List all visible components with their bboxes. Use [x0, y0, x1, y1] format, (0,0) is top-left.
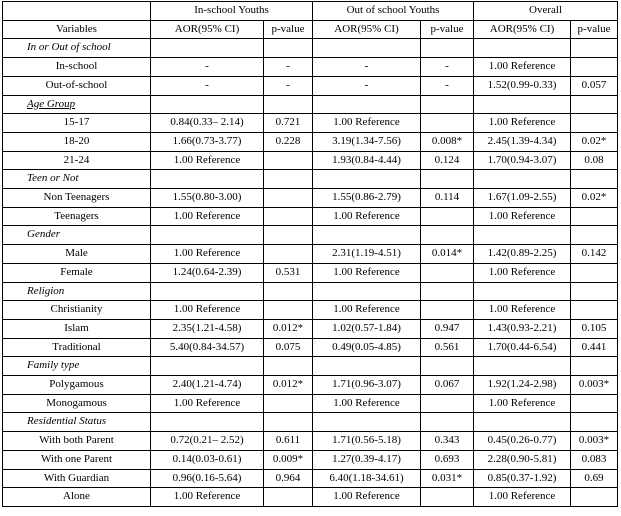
section-row: [3, 413, 618, 432]
table-cell: -: [264, 58, 313, 77]
col-p-overall: p-value: [571, 20, 618, 39]
empty-cell: [474, 39, 571, 58]
table-cell: 0.012*: [264, 319, 313, 338]
table-row: [3, 319, 618, 338]
empty-cell: [421, 95, 474, 114]
variable-label: 21-24: [3, 151, 151, 170]
table-cell: 0.228: [264, 132, 313, 151]
variable-label: Traditional: [3, 338, 151, 357]
table-cell: [571, 58, 618, 77]
col-p-in: p-value: [264, 20, 313, 39]
table-cell: 0.012*: [264, 376, 313, 395]
section-row: [3, 95, 618, 114]
variable-label: Teenagers: [3, 207, 151, 226]
empty-cell: [571, 170, 618, 189]
empty-cell: [421, 39, 474, 58]
variable-label: Male: [3, 245, 151, 264]
table-cell: 2.31(1.19-4.51): [313, 245, 421, 264]
table-header: [3, 2, 618, 39]
table-row: [3, 114, 618, 133]
section-row: [3, 226, 618, 245]
regression-table: [2, 1, 618, 507]
table-cell: 1.70(0.94-3.07): [474, 151, 571, 170]
empty-cell: [264, 282, 313, 301]
empty-cell: [474, 413, 571, 432]
table-cell: 1.00 Reference: [313, 488, 421, 507]
table-cell: 0.057: [571, 76, 618, 95]
table-cell: [571, 488, 618, 507]
section-label-text: Residential Status: [27, 415, 107, 428]
table-cell: [264, 207, 313, 226]
table-cell: 1.00 Reference: [474, 58, 571, 77]
table-cell: 1.00 Reference: [474, 488, 571, 507]
variable-label: With both Parent: [3, 432, 151, 451]
table-cell: 0.009*: [264, 450, 313, 469]
table-cell: 1.00 Reference: [313, 301, 421, 320]
table-cell: 2.40(1.21-4.74): [151, 376, 264, 395]
table-cell: 1.00 Reference: [151, 488, 264, 507]
group-out-of-school: Out of school Youths: [313, 2, 474, 21]
table-cell: 0.531: [264, 263, 313, 282]
empty-cell: [313, 95, 421, 114]
table-cell: 0.105: [571, 319, 618, 338]
table-cell: 5.40(0.84-34.57): [151, 338, 264, 357]
empty-cell: [571, 95, 618, 114]
table-cell: [571, 263, 618, 282]
empty-cell: [264, 39, 313, 58]
table-cell: 1.92(1.24-2.98): [474, 376, 571, 395]
table-cell: 1.00 Reference: [474, 114, 571, 133]
table-cell: 1.00 Reference: [151, 245, 264, 264]
empty-cell: [151, 39, 264, 58]
blank-corner-cell: [3, 2, 151, 21]
variable-label: Christianity: [3, 301, 151, 320]
empty-cell: [313, 282, 421, 301]
table-cell: 0.08: [571, 151, 618, 170]
table-cell: 2.45(1.39-4.34): [474, 132, 571, 151]
col-aor-overall: AOR(95% CI): [474, 20, 571, 39]
variable-label: Islam: [3, 319, 151, 338]
empty-cell: [151, 170, 264, 189]
table-cell: 0.083: [571, 450, 618, 469]
table-row: [3, 338, 618, 357]
table-cell: 1.00 Reference: [313, 394, 421, 413]
empty-cell: [151, 226, 264, 245]
table-cell: 0.124: [421, 151, 474, 170]
table-cell: 0.031*: [421, 469, 474, 488]
empty-cell: [313, 226, 421, 245]
table-cell: 1.27(0.39-4.17): [313, 450, 421, 469]
section-label-text: Gender: [27, 228, 60, 241]
section-label-text: Age Group: [27, 97, 76, 110]
table-cell: 1.55(0.80-3.00): [151, 189, 264, 208]
table-cell: -: [421, 58, 474, 77]
table-row: [3, 263, 618, 282]
empty-cell: [474, 357, 571, 376]
table-cell: 1.00 Reference: [313, 263, 421, 282]
table-cell: 0.69: [571, 469, 618, 488]
empty-cell: [151, 413, 264, 432]
table-cell: 1.71(0.56-5.18): [313, 432, 421, 451]
table-row: [3, 132, 618, 151]
variable-label: Monogamous: [3, 394, 151, 413]
section-label-text: In or Out of school: [27, 41, 111, 54]
section-label: [3, 357, 151, 376]
table-cell: 0.02*: [571, 189, 618, 208]
table-row: [3, 432, 618, 451]
table-cell: [421, 301, 474, 320]
table-cell: 1.00 Reference: [474, 263, 571, 282]
empty-cell: [474, 226, 571, 245]
table-cell: -: [421, 76, 474, 95]
table-row: [3, 151, 618, 170]
empty-cell: [151, 282, 264, 301]
section-label-text: Religion: [27, 284, 65, 297]
empty-cell: [571, 413, 618, 432]
table-row: [3, 301, 618, 320]
table-cell: 1.02(0.57-1.84): [313, 319, 421, 338]
table-cell: 2.28(0.90-5.81): [474, 450, 571, 469]
table-cell: 0.441: [571, 338, 618, 357]
table-cell: 3.19(1.34-7.56): [313, 132, 421, 151]
table-cell: [264, 151, 313, 170]
section-label: [3, 226, 151, 245]
table-row: [3, 488, 618, 507]
table-cell: 1.24(0.64-2.39): [151, 263, 264, 282]
table-cell: [571, 114, 618, 133]
table-row: [3, 376, 618, 395]
table-cell: -: [313, 58, 421, 77]
column-header-row: [3, 20, 618, 39]
table-cell: 1.00 Reference: [474, 394, 571, 413]
table-cell: 0.947: [421, 319, 474, 338]
table-cell: 0.343: [421, 432, 474, 451]
empty-cell: [474, 95, 571, 114]
section-label: [3, 413, 151, 432]
empty-cell: [421, 226, 474, 245]
col-aor-in: AOR(95% CI): [151, 20, 264, 39]
table-cell: 1.70(0.44-6.54): [474, 338, 571, 357]
col-p-out: p-value: [421, 20, 474, 39]
table-cell: 0.611: [264, 432, 313, 451]
empty-cell: [571, 39, 618, 58]
variable-label: 18-20: [3, 132, 151, 151]
table-cell: [264, 189, 313, 208]
empty-cell: [313, 413, 421, 432]
empty-cell: [421, 282, 474, 301]
variable-label: Polygamous: [3, 376, 151, 395]
table-cell: -: [151, 76, 264, 95]
empty-cell: [313, 39, 421, 58]
variable-label: With Guardian: [3, 469, 151, 488]
empty-cell: [151, 357, 264, 376]
table-cell: 6.40(1.18-34.61): [313, 469, 421, 488]
table-row: [3, 76, 618, 95]
table-cell: 0.14(0.03-0.61): [151, 450, 264, 469]
table-cell: [421, 114, 474, 133]
table-cell: 0.45(0.26-0.77): [474, 432, 571, 451]
table-cell: 1.00 Reference: [151, 301, 264, 320]
variable-label: Alone: [3, 488, 151, 507]
table-cell: 0.114: [421, 189, 474, 208]
section-row: [3, 170, 618, 189]
table-cell: 1.43(0.93-2.21): [474, 319, 571, 338]
table-cell: 0.84(0.33– 2.14): [151, 114, 264, 133]
table-row: [3, 469, 618, 488]
section-row: [3, 282, 618, 301]
group-in-school: In-school Youths: [151, 2, 313, 21]
table-cell: 1.00 Reference: [151, 394, 264, 413]
table-cell: 1.71(0.96-3.07): [313, 376, 421, 395]
table-cell: 1.55(0.86-2.79): [313, 189, 421, 208]
table-cell: [264, 488, 313, 507]
section-label: [3, 282, 151, 301]
table-cell: 0.721: [264, 114, 313, 133]
table-cell: 1.00 Reference: [313, 207, 421, 226]
table-cell: [421, 394, 474, 413]
empty-cell: [264, 226, 313, 245]
table-row: [3, 189, 618, 208]
empty-cell: [264, 413, 313, 432]
table-row: [3, 207, 618, 226]
table-cell: 1.42(0.89-2.25): [474, 245, 571, 264]
empty-cell: [421, 413, 474, 432]
table-cell: 1.00 Reference: [151, 207, 264, 226]
table-cell: 1.00 Reference: [474, 301, 571, 320]
col-variables: Variables: [3, 20, 151, 39]
table-cell: 0.075: [264, 338, 313, 357]
table-cell: 0.02*: [571, 132, 618, 151]
table-row: [3, 245, 618, 264]
variable-label: Female: [3, 263, 151, 282]
empty-cell: [264, 170, 313, 189]
empty-cell: [421, 357, 474, 376]
table-body: [3, 39, 618, 507]
table-cell: 1.00 Reference: [151, 151, 264, 170]
empty-cell: [313, 170, 421, 189]
table-row: [3, 394, 618, 413]
section-label: [3, 170, 151, 189]
section-row: [3, 357, 618, 376]
table-row: [3, 450, 618, 469]
table-cell: 0.008*: [421, 132, 474, 151]
variable-label: With one Parent: [3, 450, 151, 469]
empty-cell: [571, 357, 618, 376]
table-cell: 0.693: [421, 450, 474, 469]
table-cell: 0.003*: [571, 432, 618, 451]
table-cell: [571, 394, 618, 413]
table-row: [3, 58, 618, 77]
group-overall: Overall: [474, 2, 618, 21]
variable-label: In-school: [3, 58, 151, 77]
table-cell: [421, 207, 474, 226]
table-cell: 0.561: [421, 338, 474, 357]
col-aor-out: AOR(95% CI): [313, 20, 421, 39]
table-cell: 0.067: [421, 376, 474, 395]
table-cell: [571, 207, 618, 226]
table-cell: [571, 301, 618, 320]
table-cell: [421, 263, 474, 282]
table-cell: 0.85(0.37-1.92): [474, 469, 571, 488]
table-cell: 1.00 Reference: [474, 207, 571, 226]
table-cell: [264, 394, 313, 413]
empty-cell: [571, 226, 618, 245]
section-label: [3, 95, 151, 114]
variable-label: Out-of-school: [3, 76, 151, 95]
section-label: [3, 39, 151, 58]
empty-cell: [264, 95, 313, 114]
group-header-row: [3, 2, 618, 21]
section-row: [3, 39, 618, 58]
empty-cell: [264, 357, 313, 376]
empty-cell: [421, 170, 474, 189]
table-cell: 0.014*: [421, 245, 474, 264]
table-cell: 0.96(0.16-5.64): [151, 469, 264, 488]
table-cell: 1.00 Reference: [313, 114, 421, 133]
empty-cell: [474, 170, 571, 189]
table-cell: -: [313, 76, 421, 95]
empty-cell: [474, 282, 571, 301]
section-label-text: Teen or Not: [27, 172, 79, 185]
variable-label: Non Teenagers: [3, 189, 151, 208]
table-cell: [264, 245, 313, 264]
table-cell: 2.35(1.21-4.58): [151, 319, 264, 338]
empty-cell: [151, 95, 264, 114]
section-label-text: Family type: [27, 359, 80, 372]
table-cell: 1.52(0.99-0.33): [474, 76, 571, 95]
table-cell: 1.93(0.84-4.44): [313, 151, 421, 170]
table-cell: -: [151, 58, 264, 77]
table-cell: [421, 488, 474, 507]
table-cell: 0.72(0.21– 2.52): [151, 432, 264, 451]
variable-label: 15-17: [3, 114, 151, 133]
table-cell: 0.142: [571, 245, 618, 264]
table-cell: 1.67(1.09-2.55): [474, 189, 571, 208]
table-cell: 0.49(0.05-4.85): [313, 338, 421, 357]
table-cell: -: [264, 76, 313, 95]
table-cell: 0.003*: [571, 376, 618, 395]
empty-cell: [571, 282, 618, 301]
table-cell: 0.964: [264, 469, 313, 488]
table-cell: 1.66(0.73-3.77): [151, 132, 264, 151]
empty-cell: [313, 357, 421, 376]
table-cell: [264, 301, 313, 320]
